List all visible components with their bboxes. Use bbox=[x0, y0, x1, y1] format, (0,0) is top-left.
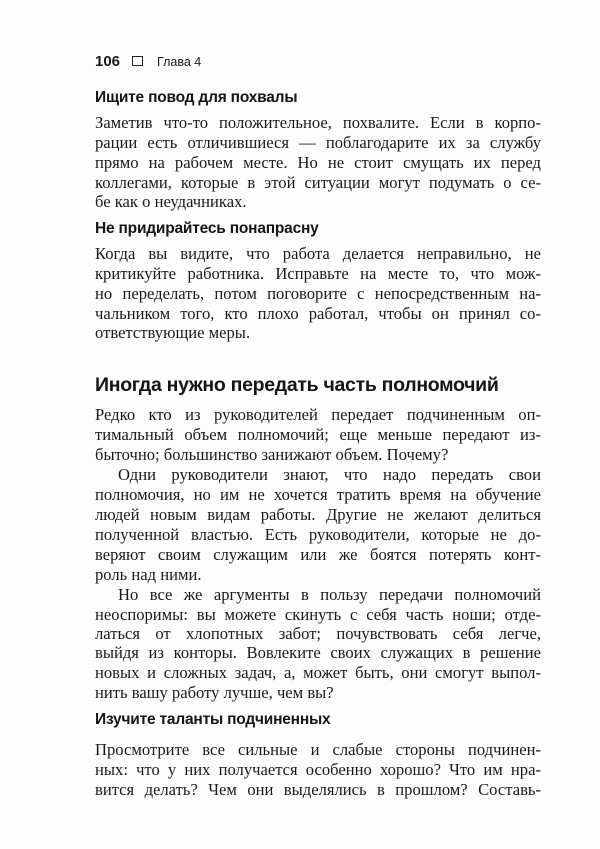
text-line: ответствующие меры. bbox=[95, 323, 251, 342]
text-line: Заметив что-то положительное, похвалите. Если в корпо- bbox=[95, 113, 541, 132]
chapter-label: Глава 4 bbox=[157, 55, 202, 69]
text-line: Просмотрите все сильные и слабые стороны подчинен- bbox=[95, 740, 541, 759]
text-line: неоспоримы: вы можете скинуть с себя часть ноши; отде- bbox=[95, 605, 541, 624]
text-line: тимальный объем полномочий; еще меньше передают из- bbox=[95, 425, 541, 444]
text-line: критикуйте работника. Исправьте на месте то, что мож- bbox=[95, 264, 541, 283]
text-line: выйдя из конторы. Вовлеките своих служащих в решение bbox=[95, 643, 541, 662]
text-line: новых и сложных задач, а, может быть, они смогут выпол- bbox=[95, 663, 541, 682]
text-line: бе как о неудачниках. bbox=[95, 192, 247, 211]
text-line: Когда вы видите, что работа делается неправильно, не bbox=[95, 244, 541, 263]
text-line: Но все же аргументы в пользу передачи полномочий bbox=[118, 585, 541, 604]
section-heading: Не придирайтесь понапрасну bbox=[95, 220, 319, 237]
text-line: чальником того, кто плохо работал, чтобы он принял со- bbox=[95, 304, 541, 323]
text-line: Одни руководители знают, что надо передать свои bbox=[118, 465, 541, 484]
text-line: быточно; большинство занижают объем. Почему? bbox=[95, 445, 449, 464]
text-line: коллегами, которые в этой ситуации могут подумать о се- bbox=[95, 173, 541, 192]
text-line: людей новым видам работы. Другие не желают делиться bbox=[95, 505, 541, 524]
text-line: Редко кто из руководителей передает подчиненным оп- bbox=[95, 405, 541, 424]
text-line: полномочия, но им не хочется тратить время на обучение bbox=[95, 485, 541, 504]
chapter-section-heading: Иногда нужно передать часть полномочий bbox=[95, 374, 499, 396]
text-line: нить вашу работу лучше, чем вы? bbox=[95, 683, 334, 702]
text-line: вится делать? Чем они выделялись в прошлом? Составь- bbox=[95, 780, 541, 799]
running-header bbox=[95, 52, 201, 72]
text-line: латься от хлопотных забот; почувствовать себя легче, bbox=[95, 624, 541, 643]
text-line: прямо на рабочем месте. Но не стоит смущать их перед bbox=[95, 153, 541, 172]
text-line: веряют своим служащим или же боятся потерять конт- bbox=[95, 545, 541, 564]
text-line: рации есть отличившиеся — поблагодарите их за службу bbox=[95, 133, 541, 152]
section-heading: Ищите повод для похвалы bbox=[95, 89, 298, 106]
section-heading: Изучите таланты подчиненных bbox=[95, 711, 331, 728]
square-bullet-icon bbox=[132, 56, 143, 66]
text-line: полученной властью. Есть руководители, которые не до- bbox=[95, 525, 541, 544]
page-number: 106 bbox=[95, 53, 121, 70]
text-line: роль над ними. bbox=[95, 565, 202, 584]
text-line: но переделать, потом поговорите с непосредственным на- bbox=[95, 284, 541, 303]
text-line: ных: что у них получается особенно хорошо? Что им нра- bbox=[95, 760, 541, 779]
